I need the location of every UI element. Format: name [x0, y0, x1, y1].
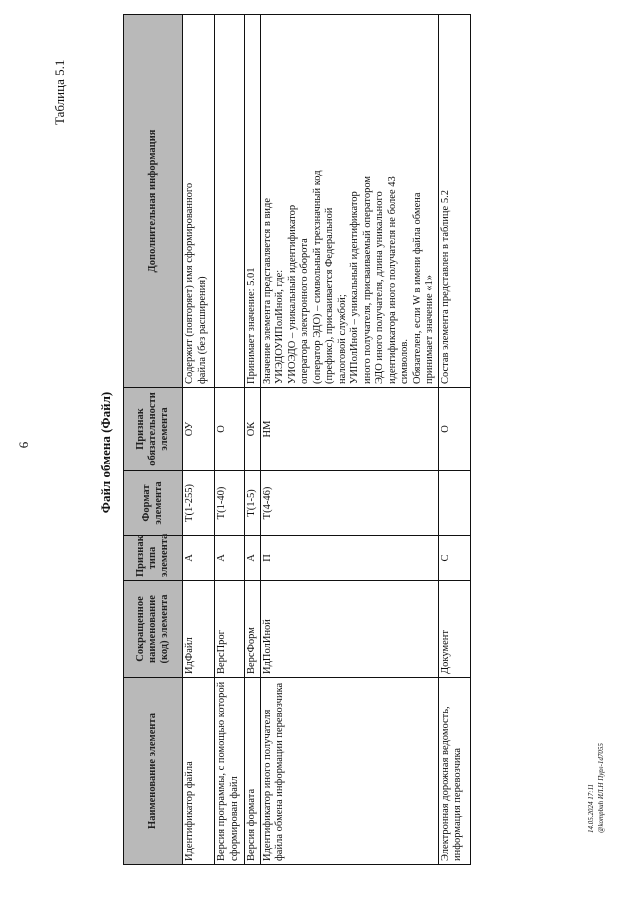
cell-element-format: T(4-46)	[260, 471, 438, 536]
info-line: УИОЭДО – уникальный идентификатор	[286, 204, 298, 384]
table-title: Файл обмена (Файл)	[98, 391, 113, 514]
header-element-type: Признак типа элемента	[124, 536, 183, 581]
info-line: иного получателя, присваиваемый оператором	[361, 175, 373, 384]
cell-element-format	[438, 471, 470, 536]
cell-element-type: С	[438, 536, 470, 581]
header-element-required: Признак обязательности элемента	[124, 388, 183, 471]
cell-additional-info	[215, 15, 245, 388]
cell-element-code: ИдПолИной	[260, 581, 438, 678]
cell-element-required: О	[215, 388, 245, 471]
info-line: налоговой службой;	[336, 294, 348, 384]
cell-additional-info	[245, 15, 261, 388]
cell-element-code: ВерсПрог	[215, 581, 245, 678]
cell-element-code: ИдФайл	[183, 581, 215, 678]
cell-element-type: А	[215, 536, 245, 581]
table-row	[438, 15, 470, 865]
table-row	[215, 15, 245, 865]
info-line: Значение элемента представляется в виде	[261, 197, 273, 384]
info-line: Принимает значение: 5.01	[246, 267, 257, 384]
cell-additional-info	[183, 15, 215, 388]
table-row	[245, 15, 261, 865]
table-row	[260, 15, 438, 865]
cell-element-name: Идентификатор файла	[183, 678, 215, 865]
cell-element-format: T(1-255)	[183, 471, 215, 536]
info-line: файла (без расширения)	[196, 276, 208, 384]
info-line: УИПолИной – уникальный идентификатор	[349, 191, 360, 384]
print-stamp	[586, 743, 606, 833]
cell-element-code: ВерсФорм	[245, 581, 261, 678]
cell-element-code: Документ	[438, 581, 470, 678]
table-row	[183, 15, 215, 865]
info-line: (префикс), присваивается Федеральной	[324, 207, 335, 384]
stamp-datetime: 14.05.2024 17:11	[587, 783, 595, 833]
cell-element-type: А	[183, 536, 215, 581]
cell-element-type: П	[260, 536, 438, 581]
cell-element-name: Электронная дорожная ведомость, информация перевозчика	[438, 678, 470, 865]
page-number: 6	[16, 441, 31, 449]
table-label: Таблица 5.1	[52, 59, 67, 125]
cell-element-format: T(1-40)	[215, 471, 245, 536]
info-line: Содержит (повторяет) имя сформированного	[184, 182, 195, 384]
info-line: ЭДО иного получателя, длина уникального	[374, 191, 385, 384]
info-line: идентификатора иного получателя не более 43	[386, 176, 398, 384]
cell-element-name: Версия программы, с помощью которой сформирован файл	[215, 678, 245, 865]
info-line: принимает значение «1»	[424, 274, 435, 384]
cell-element-required: ОУ	[183, 388, 215, 471]
header-additional-info: Дополнительная информация	[124, 15, 183, 388]
cell-additional-info	[260, 15, 438, 388]
cell-element-name: Идентификатор иного получателя файла обмена информации перевозчика	[260, 678, 438, 865]
cell-element-type: А	[245, 536, 261, 581]
info-line: Состав элемента представлен в таблице 5.2	[439, 190, 451, 384]
cell-element-required: НМ	[260, 388, 438, 471]
cell-element-required: О	[438, 388, 470, 471]
cell-element-required: ОК	[245, 388, 261, 471]
cell-additional-info	[438, 15, 470, 388]
info-line: УИЭДОУИПолИной, где:	[274, 269, 285, 384]
info-line: (оператор ЭДО) – символьный трехзначный код	[311, 170, 323, 384]
header-element-code: Сокращенное наименование (код) элемента	[124, 581, 183, 678]
header-element-name: Наименование элемента	[124, 678, 183, 865]
info-line: оператора электронного оборота	[299, 238, 310, 384]
stamp-source: @kompbuh ИЛ.Н Пурл-1d7055	[597, 743, 605, 833]
info-line: символов.	[399, 339, 410, 384]
info-line: Обязателен, если W в имени файла обмена	[411, 192, 423, 384]
header-element-format: Формат элемента	[124, 471, 183, 536]
exchange-file-table	[123, 14, 471, 865]
cell-element-format: T(1-5)	[245, 471, 261, 536]
cell-element-name: Версия формата	[245, 678, 261, 865]
table-header-row	[124, 15, 183, 865]
